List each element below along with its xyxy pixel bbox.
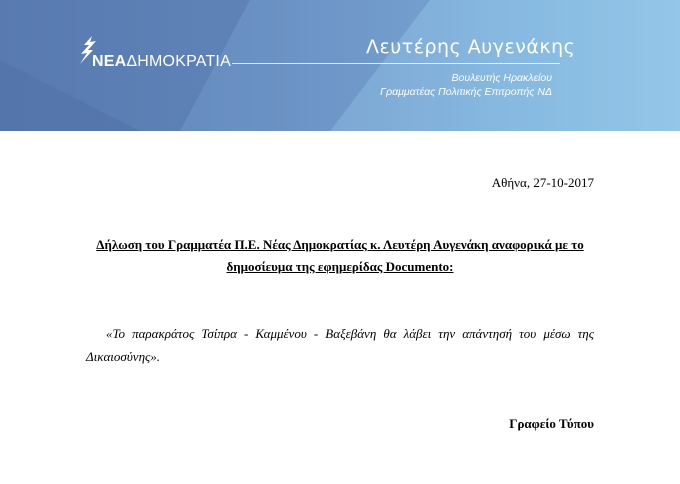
logo-text-bold: ΝΕΑ	[92, 53, 127, 70]
signature: Γραφείο Τύπου	[509, 416, 594, 431]
document-date: Αθήνα, 27-10-2017	[491, 175, 594, 190]
header-banner	[0, 0, 680, 131]
subtitle-role: Βουλευτής Ηρακλείου	[451, 72, 552, 84]
nd-logo	[78, 36, 238, 76]
subtitle-position: Γραμματέας Πολιτικής Επιτροπής ΝΔ	[380, 86, 552, 98]
statement-quote: «Το παρακράτος Τσίπρα - Καμμένου - Βαξεβάνη θα λάβει την απάντησή του μέσω της Δικαιοσύνης».	[86, 326, 594, 364]
banner-divider	[232, 63, 560, 64]
logo-text-rest: ΔΗΜΟΚΡΑΤΙΑ	[126, 53, 231, 70]
person-name: Λευτέρης Αυγενάκης	[366, 36, 576, 58]
document-heading: Δήλωση του Γραμματέα Π.Ε. Νέας Δημοκρατίας κ. Λευτέρη Αυγενάκη αναφορικά με το δημοσίευμα της εφημερίδας Documento:	[96, 237, 584, 274]
logo-wordmark	[92, 53, 231, 71]
